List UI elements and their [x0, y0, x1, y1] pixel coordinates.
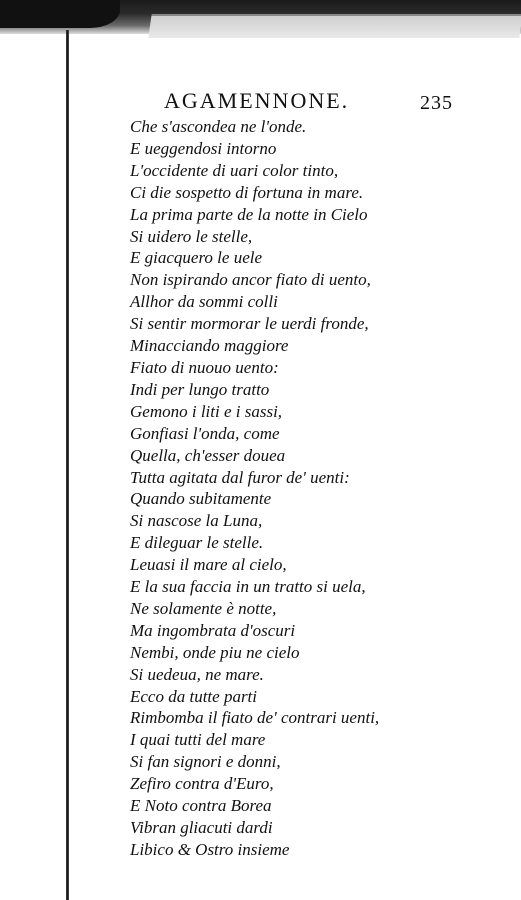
verse-line: Gonfiasi l'onda, come: [130, 423, 280, 443]
verse-line: Vibran gliacuti dardi: [130, 818, 273, 837]
verse-line: Libico & Ostro insieme: [130, 839, 290, 859]
verse-line: Ci die sospetto di fortuna in mare.: [130, 182, 364, 202]
verse-line: Quella, ch'esser douea: [130, 445, 286, 465]
verse-line: Tutta agitata dal furor de' uenti:: [130, 467, 350, 487]
verse-line: Zefiro contra d'Euro,: [130, 774, 274, 794]
verse-line: I quai tutti del mare: [130, 730, 266, 750]
verse-line: Ecco da tutte parti: [130, 686, 258, 706]
verse-line: E Noto contra Borea: [130, 796, 272, 816]
scan-top-edge: [0, 0, 521, 34]
verse-line: Gemono i liti e i sassi,: [130, 401, 283, 421]
verse-line: E giacquero le uele: [130, 248, 263, 268]
verse-line: E la sua faccia in un tratto si uela,: [130, 577, 366, 597]
verse-line: Non ispirando ancor fiato di uento,: [130, 270, 371, 290]
verse-line: Si uidero le stelle,: [130, 226, 253, 246]
verse-line: E dileguar le stelle.: [130, 533, 264, 553]
verse-line: Ne solamente è notte,: [130, 598, 277, 618]
gutter-line: [66, 30, 69, 900]
verse-line: Nembi, onde piu ne cielo: [130, 642, 300, 662]
verse-line: Si fan signori e donni,: [130, 752, 281, 772]
running-head: AGAMENNONE.: [164, 88, 350, 113]
verse-line: Quando subitamente: [130, 489, 272, 509]
page-number: 235: [420, 92, 453, 114]
page-fold: [148, 14, 521, 38]
verse-line: Ma ingombrata d'oscuri: [130, 620, 296, 640]
verse-line: Leuasi il mare al cielo,: [130, 555, 287, 575]
verse-line: E ueggendosi intorno: [130, 138, 277, 158]
verse-line: Minacciando maggiore: [130, 336, 289, 356]
verse-line: La prima parte de la notte in Cielo: [130, 204, 368, 224]
verse-line: Fiato di nuouo uento:: [130, 357, 279, 377]
verse-line: Si nascose la Luna,: [130, 511, 263, 531]
ink-blot: [0, 0, 120, 28]
verse-line: Allhor da sommi colli: [130, 292, 278, 312]
verse-line: Si uedeua, ne mare.: [130, 664, 264, 684]
verse-line: Indi per lungo tratto: [130, 379, 270, 399]
verse-text: [130, 116, 379, 861]
verse-line: Che s'ascondea ne l'onde.: [130, 117, 307, 136]
verse-line: Rimbomba il fiato de' contrari uenti,: [130, 708, 380, 728]
verse-line: Si sentir mormorar le uerdi fronde,: [130, 314, 369, 334]
verse-line: L'occidente di uari color tinto,: [130, 160, 339, 180]
